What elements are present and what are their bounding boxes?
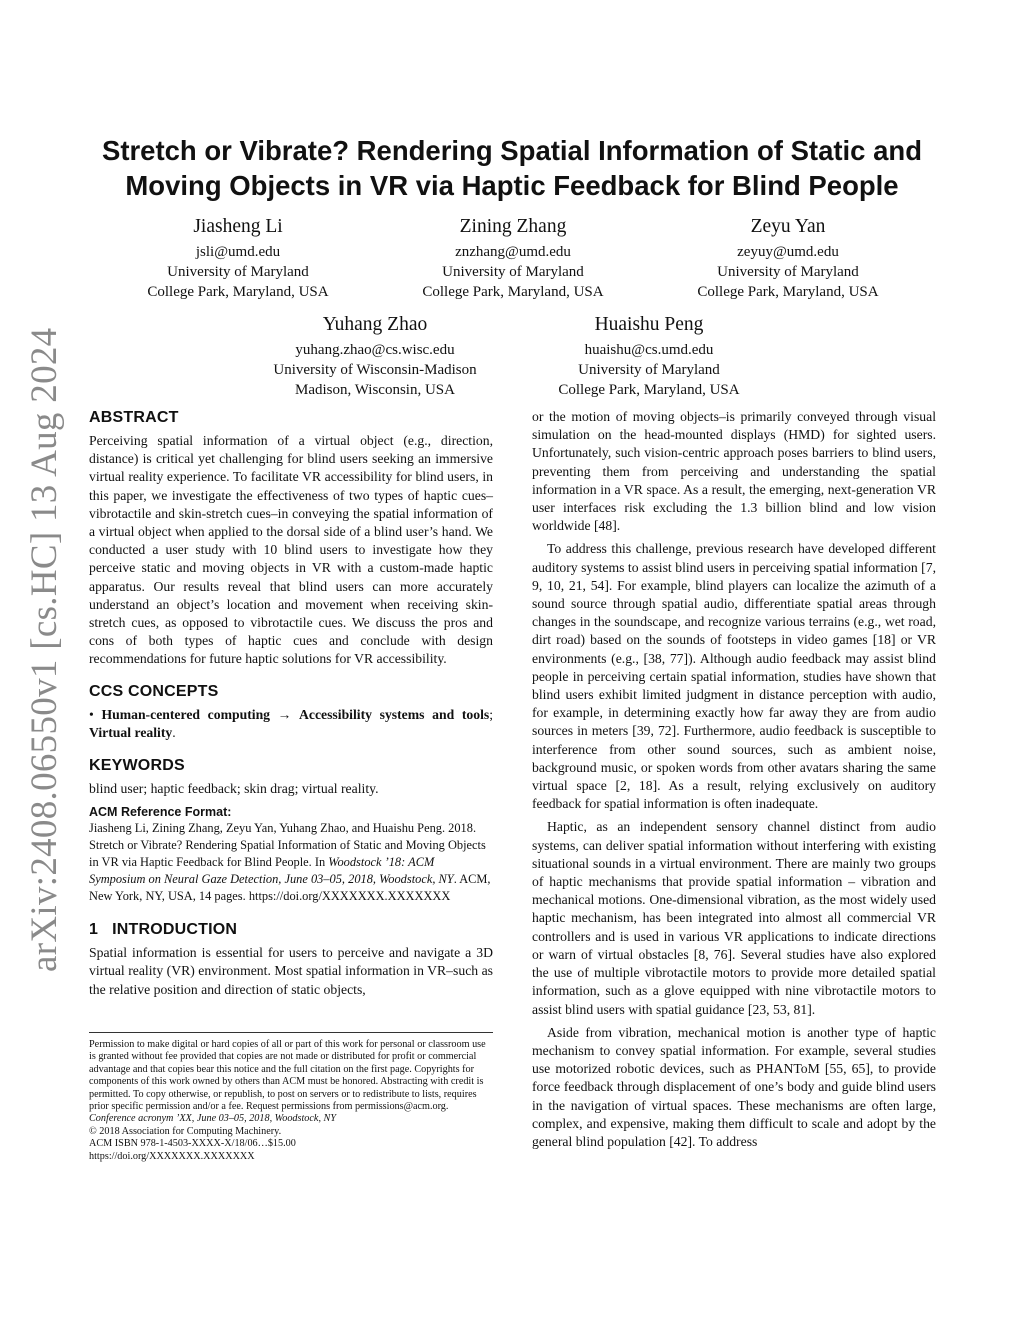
- ccs-concept-hcc: Human-centered computing: [101, 706, 271, 722]
- body-paragraph: Aside from vibration, mechanical motion is another type of haptic mechanism to convey spatial information. For example, several studies use motorized robotic devices, such as PHANToM [55, 65], to provide force feedback through displacement of one’s body and guide blind users in the navigation of virtual spaces. These mechanisms are often large, complex, and expensive, making them difficult to scale and adopt by the general blind population [42]. To address: [532, 1024, 936, 1149]
- author-name: Yuhang Zhao: [322, 314, 428, 335]
- author-location: College Park, Maryland, USA: [147, 284, 329, 300]
- author-email[interactable]: huaishu@cs.umd.edu: [584, 342, 714, 358]
- author-location: College Park, Maryland, USA: [558, 382, 740, 398]
- author-affiliation: University of Wisconsin-Madison: [273, 362, 477, 378]
- body-paragraph: Haptic, as an independent sensory channel distinct from audio systems, can deliver spatial information without interfering with existing situational sounds in a virtual environment. There are mainly two groups of haptic mechanisms that provide spatial information – vibration and mechanical motions. One-dimensional vibration, as the most widely used haptic mechanism, has been integrated into almost all commercial VR controllers and is used in various VR applications to indicate directions or warn of virtual obstacles [8, 76]. Several studies have also explored the use of multiple vibrotactile motors to provide more detailed spatial information, such as a glove equipped with nine vibrotactile motors to assist blind users with spatial guidance [23, 53, 81].: [532, 819, 936, 1017]
- acm-reference-venue: Woodstock ’18: ACM Symposium on Neural Gaze Detection, June 03–05, 2018, Woodstock, NY: [89, 855, 454, 887]
- author-location: Madison, Wisconsin, USA: [295, 382, 455, 398]
- abstract-heading: ABSTRACT: [89, 409, 179, 426]
- author-name: Zining Zhang: [459, 216, 567, 237]
- section-title: INTRODUCTION: [112, 921, 238, 939]
- left-column: [89, 408, 493, 999]
- acm-reference-heading: ACM Reference Format:: [89, 805, 232, 820]
- copyright-line: © 2018 Association for Computing Machinery.: [89, 1125, 282, 1137]
- author-affiliation: University of Maryland: [167, 264, 309, 280]
- author-location: College Park, Maryland, USA: [697, 284, 879, 300]
- author-block: [383, 213, 643, 302]
- author-block: [108, 213, 368, 302]
- author-name: Jiasheng Li: [193, 216, 283, 237]
- author-name: Huaishu Peng: [594, 314, 704, 335]
- right-column: [532, 408, 936, 1151]
- introduction-paragraph: Spatial information is essential for users to perceive and navigate a 3D virtual reality (VR) environment. Most spatial information in VR–such as the relative position and direction of static objects,: [89, 945, 493, 997]
- ccs-concept-vr: Virtual reality: [89, 724, 173, 740]
- title-line-2: Moving Objects in VR via Haptic Feedback for Blind People: [125, 170, 899, 201]
- ccs-end: .: [172, 724, 176, 740]
- ccs-separator: ;: [489, 706, 494, 722]
- doi-link[interactable]: https://doi.org/XXXXXXX.XXXXXXX: [89, 1150, 255, 1162]
- author-email[interactable]: jsli@umd.edu: [195, 244, 281, 260]
- section-number: 1: [89, 921, 99, 939]
- abstract-text: Perceiving spatial information of a virtual object (e.g., direction, distance) is critical yet challenging for blind users seeking an immersive virtual reality experience. To facilitate VR accessibility for blind users, in this paper, we investigate the effectiveness of two types of haptic cues–vibrotactile and skin-stretch cues–in conveying the spatial information of a virtual object when applied to the dorsal side of a blind user’s hand. We conducted a user study with 10 blind users to investigate how they perceive static and moving objects in VR with a custom-made haptic apparatus. Our results reveal that blind users can more accurately understand an object’s location and movement when receiving skin-stretch cues, as opposed to vibrotactile cues. We discuss the pros and cons of both types of haptic cues and conclude with design recommendations for future haptic solutions for VR accessibility.: [89, 433, 493, 667]
- acm-reference-authors: Jiasheng Li, Zining Zhang, Zeyu Yan, Yuhang Zhao, and Huaishu Peng. 2018. Stretch or Vibrate? Rendering Spatial Information of Static and Moving Objects in VR via Haptic Feedback for Blind People. In: [89, 821, 486, 870]
- acm-reference-publisher: . ACM, New York, NY, USA, 14 pages. https://doi.org/XXXXXXX.XXXXXXX: [89, 872, 491, 904]
- ccs-concept-accessibility: Accessibility systems and tools: [299, 706, 490, 722]
- author-block: [519, 311, 779, 400]
- keywords-text: blind user; haptic feedback; skin drag; virtual reality.: [89, 781, 379, 797]
- author-email[interactable]: znzhang@umd.edu: [455, 244, 571, 260]
- author-email[interactable]: zeyuy@umd.edu: [737, 244, 839, 260]
- acm-reference-text: [89, 820, 493, 905]
- conference-line: Conference acronym ’XX, June 03–05, 2018, Woodstock, NY: [89, 1113, 337, 1125]
- introduction-heading: [89, 920, 493, 940]
- isbn-line: ACM ISBN 978-1-4503-XXXX-X/18/06…$15.00: [89, 1138, 296, 1150]
- body-paragraph: To address this challenge, previous research have developed different auditory systems to assist blind users in perceiving spatial information [7, 9, 10, 21, 54]. For example, blind players can localize the azimuth of a sound source through spatial audio, differentiate spatial areas through changes in the soundscape, and recognize various terrains (e.g., wet road, dirt road) based on the sounds of footsteps in video games [18] or VR environments (e.g., [38, 77]). Although audio feedback may assist blind people in perceiving certain spatial information, studies have shown that blind users exhibit limited judgment in distance perception with audio, for example, in determining exactly how far away they are from audio sources in meters [39, 72]. Furthermore, audio feedback is susceptible to interference from other sound sources, such as ambient noise, background music, or spoken words from other avatars sharing the same virtual space [2, 18]. As a result, relying exclusively on auditory feedback for spatial information is often inadequate.: [532, 541, 936, 812]
- author-email[interactable]: yuhang.zhao@cs.wisc.edu: [295, 342, 455, 358]
- author-name: Zeyu Yan: [750, 216, 826, 237]
- author-affiliation: University of Maryland: [717, 264, 859, 280]
- permission-text: Permission to make digital or hard copies of all or part of this work for personal or classroom use is granted without fee provided that copies are not made or distributed for profit or commercial advantage and that copies bear this notice and the full citation on the first page. Copyrights for components of this work owned by others than ACM must be honored. Abstracting with credit is permitted. To copy otherwise, or republish, to post on servers or to redistribute to lists, requires prior specific permission and/or a fee. Request permissions from permissions@acm.org.: [89, 1039, 486, 1113]
- author-affiliation: University of Maryland: [578, 362, 720, 378]
- keywords-heading: KEYWORDS: [89, 757, 185, 775]
- ccs-concepts-heading: CCS CONCEPTS: [89, 682, 219, 700]
- ccs-concepts-text: [89, 706, 493, 742]
- author-location: College Park, Maryland, USA: [422, 284, 604, 300]
- paper-title: [80, 133, 944, 203]
- author-affiliation: University of Maryland: [442, 264, 584, 280]
- arxiv-identifier: arXiv:2408.06550v1 [cs.HC] 13 Aug 2024: [24, 327, 65, 972]
- author-block: [245, 311, 505, 400]
- author-block: [658, 213, 918, 302]
- ccs-arrow: →: [277, 706, 292, 722]
- ccs-bullet: •: [89, 706, 94, 722]
- body-paragraph: or the motion of moving objects–is primarily conveyed through visual simulation on the head-mounted displays (HMD) for sighted users. Unfortunately, such vision-centric approach poses barriers to blind users, preventing them from perceiving and understanding the spatial information in a VR space. As a result, the emerging, next-generation VR user interfaces risk excluding the 1.3 billion blind and low vision worldwide [48].: [532, 409, 936, 534]
- permission-footnote: [89, 1032, 493, 1163]
- title-line-1: Stretch or Vibrate? Rendering Spatial Information of Static and: [101, 135, 923, 166]
